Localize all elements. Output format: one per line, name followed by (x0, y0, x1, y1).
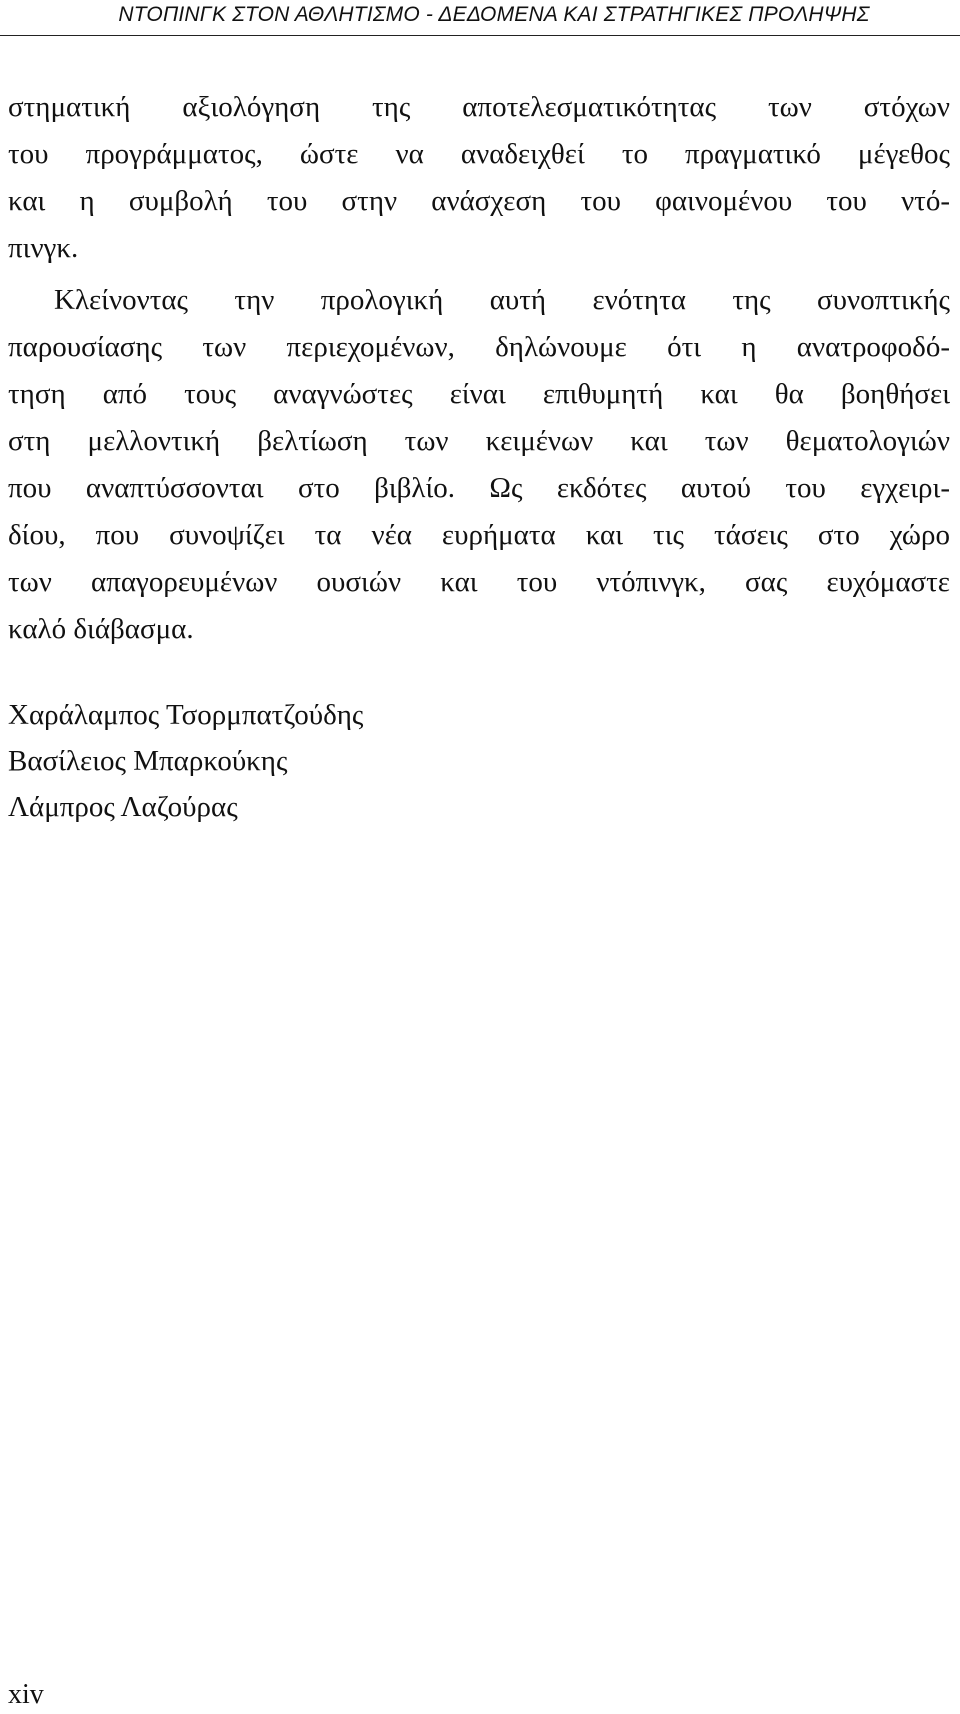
paragraph-line: παρουσίασης των περιεχομένων, δηλώνουμε ότι η ανατροφοδό- (8, 331, 950, 363)
author-signatures (8, 692, 363, 830)
author-name: Χαράλαμπος Τσορμπατζούδης (8, 699, 364, 731)
header-rule (0, 35, 960, 36)
paragraph-line: καλό διάβασμα. (8, 613, 194, 645)
paragraph-line: δίου, που συνοψίζει τα νέα ευρήματα και τις τάσεις στο χώρο (8, 519, 950, 551)
paragraph-line: και η συμβολή του στην ανάσχεση του φαινομένου του ντό- (8, 185, 950, 217)
page-number: xiv (8, 1679, 44, 1710)
paragraph-line: στη μελλοντική βελτίωση των κειμένων και των θεματολογιών (8, 425, 950, 457)
paragraph-line: στηματική αξιολόγηση της αποτελεσματικότητας των στόχων (8, 91, 950, 123)
paragraph-line: τηση από τους αναγνώστες είναι επιθυμητή και θα βοηθήσει (8, 378, 950, 410)
author-name: Βασίλειος Μπαρκούκης (8, 745, 288, 777)
paragraph-continuation (8, 84, 950, 272)
running-header: ΝΤΟΠΙΝΓΚ ΣΤΟΝ ΑΘΛΗΤΙΣΜΟ - ΔΕΔΟΜΕΝΑ ΚΑΙ ΣΤΡΑΤΗΓΙΚΕΣ ΠΡΟΛΗΨΗΣ (118, 3, 870, 26)
paragraph-line: πινγκ. (8, 232, 79, 264)
paragraph-closing (8, 277, 950, 653)
paragraph-line: των απαγορευμένων ουσιών και του ντόπινγκ, σας ευχόμαστε (8, 566, 950, 598)
paragraph-line: Κλείνοντας την προλογική αυτή ενότητα της συνοπτικής (54, 284, 950, 316)
author-name: Λάμπρος Λαζούρας (8, 791, 238, 823)
paragraph-line: που αναπτύσσονται στο βιβλίο. Ως εκδότες αυτού του εγχειρι- (8, 472, 950, 504)
paragraph-line: του προγράμματος, ώστε να αναδειχθεί το πραγματικό μέγεθος (8, 138, 950, 170)
